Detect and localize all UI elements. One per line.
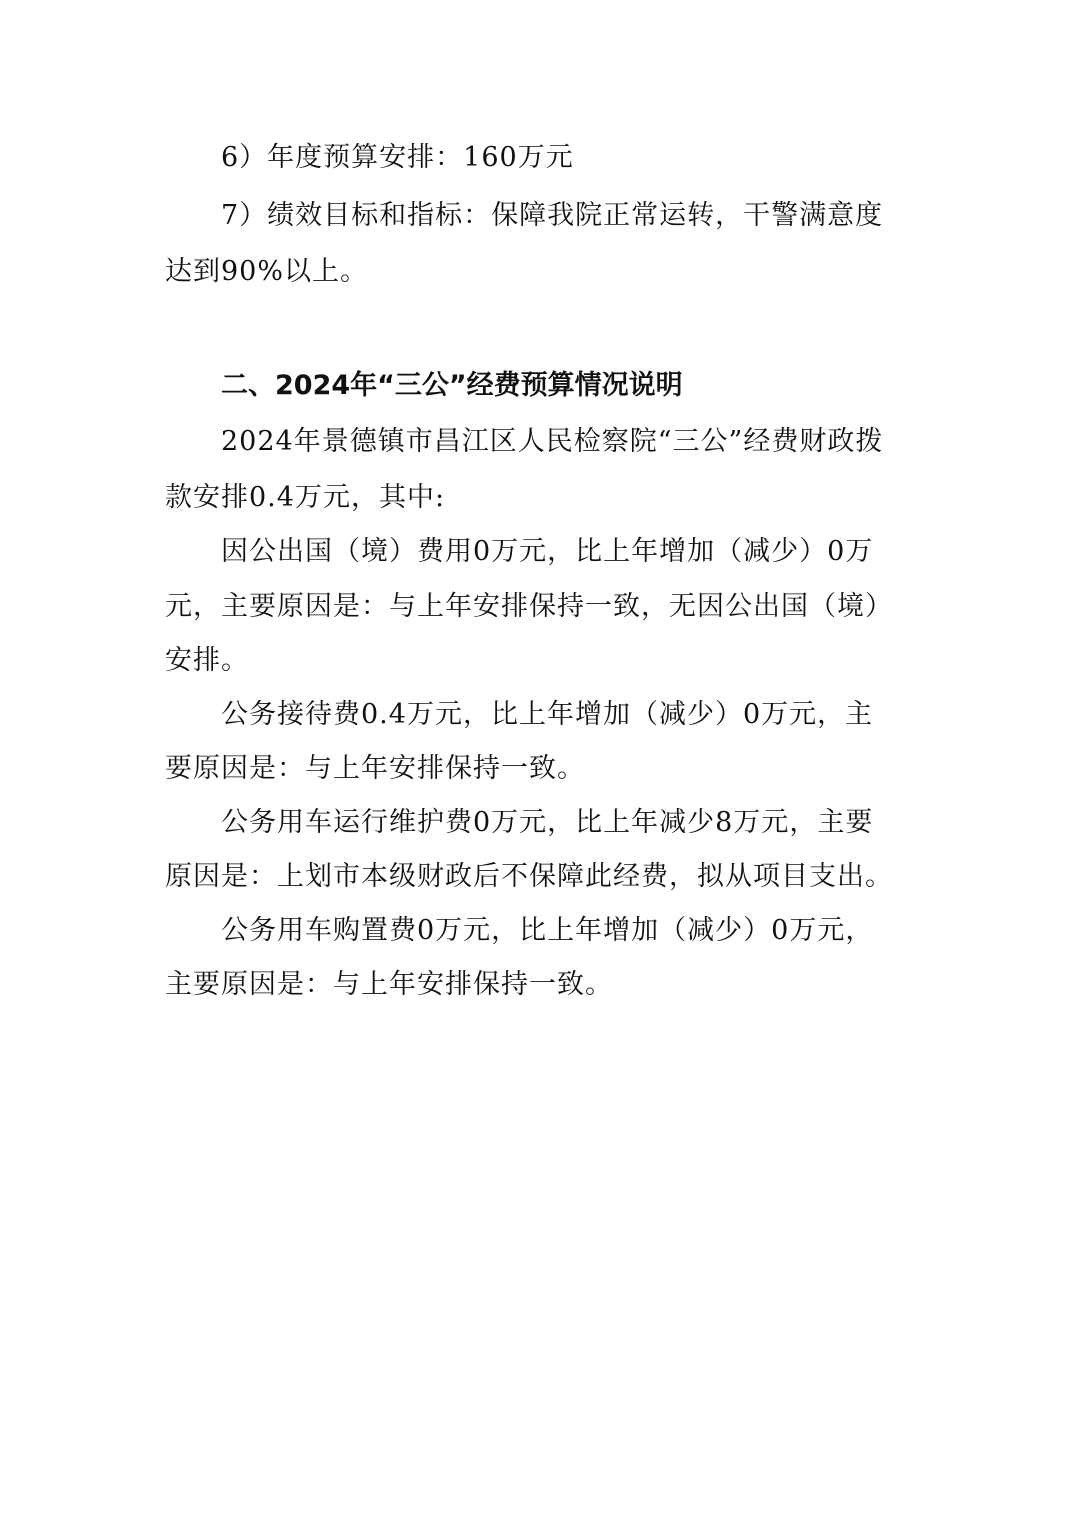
paragraph-allocation-line1: 2024年景德镇市昌江区人民检察院“三公”经费财政拨 (221, 426, 884, 457)
paragraph-reception-line2: 要原因是：与上年安排保持一致。 (165, 753, 585, 784)
paragraph-vehicle-maintenance-line1: 公务用车运行维护费0万元，比上年减少8万元，主要 (221, 807, 874, 838)
paragraph-reception-line1: 公务接待费0.4万元，比上年增加（减少）0万元，主 (221, 699, 874, 730)
paragraph-overseas-line3: 安排。 (165, 645, 249, 676)
paragraph-vehicle-maintenance-line2: 原因是：上划市本级财政后不保障此经费，拟从项目支出。 (165, 861, 893, 892)
paragraph-overseas-line1: 因公出国（境）费用0万元，比上年增加（减少）0万 (221, 536, 874, 567)
item-annual-budget: 6）年度预算安排：160万元 (221, 142, 574, 173)
section-heading: 二、2024年“三公”经费预算情况说明 (221, 370, 683, 401)
item-performance-goal-line2: 达到90%以上。 (165, 256, 369, 287)
paragraph-vehicle-purchase-line1: 公务用车购置费0万元，比上年增加（减少）0万元， (221, 915, 874, 946)
paragraph-overseas-line2: 元，主要原因是：与上年安排保持一致，无因公出国（境） (165, 591, 893, 622)
paragraph-vehicle-purchase-line2: 主要原因是：与上年安排保持一致。 (165, 969, 613, 1000)
paragraph-allocation-line2: 款安排0.4万元，其中: (165, 482, 446, 513)
item-performance-goal-line1: 7）绩效目标和指标：保障我院正常运转，干警满意度 (221, 200, 884, 231)
